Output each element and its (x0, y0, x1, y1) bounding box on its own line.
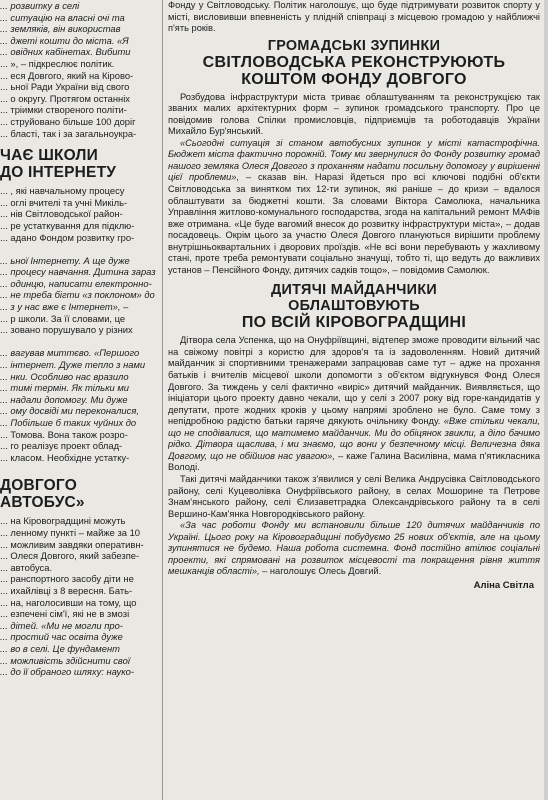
left-mid-line: ... одинцю, написати електронно- (0, 277, 152, 289)
left-bot-line: ... дітей. «Ми не могли про- (0, 619, 123, 631)
left-top-line: ... ситуацію на власні очі та (0, 11, 125, 23)
left-mid-line: ... процесу навчання. Дитина зараз (0, 266, 156, 278)
left-top-line: ... тріимки створеного політи- (0, 104, 127, 116)
author-signature: Аліна Світла (473, 579, 534, 591)
left-mid-line: ... надали допомогу. Ми дуже (0, 393, 128, 405)
left-bot-line: ... ранспортного засобу діти не (0, 573, 134, 585)
left-mid-line (0, 243, 161, 255)
left-bot-line: ... езпечені сім'ї, які не в змозі (0, 608, 130, 620)
left-top-line: ... земляків, він використав (0, 23, 121, 35)
left-heading-bus-line1: ДОВГОГО (0, 477, 77, 495)
left-bot-line: ... до її обраного шляху: науко- (0, 666, 134, 678)
left-top-line: ... розвитку в селі (0, 0, 80, 11)
left-mid-line: ... нки. Особливо нас вразило (0, 370, 129, 382)
article1-paragraph2-rest: – сказав він. Наразі йдеться про всі ключові подібні об'єкти Світловодська за винятком тих 12-ти зупинок, які раніше – до кризи – вдалося облаштувати за бюджетні кошти. За словами Віктора Самолюка, начальника Управління житлово-комунального господарства, згода на капітальний ремонт МАФів вже отримана. «Це буде вагомий внесок до розвитку інфраструктури міста», – додав посадовець. Окрім цього за участю Олеся Довгого плануються вирішити проблему внутрішньоквартальних і дворових проїздів. «Не всі вони перебувають у жахливому стані, проте треба ремонтувати соціально значущі, тобто ті, що ведуть до важливих установ – Пенсійного Фонду, дитячих садків тощо», – повідомив Самолюк. (168, 172, 540, 275)
left-mid-line: ... го реалізує проект облад- (0, 440, 123, 452)
left-top-line: ... ьної Ради України від свого (0, 81, 130, 93)
left-bot-line: ... ленному пункті – майже за 10 (0, 526, 140, 538)
left-mid-line: ... вагував миттєво. «Першого (0, 347, 140, 359)
column-divider (162, 0, 163, 800)
top-continuation (168, 0, 540, 35)
article1-paragraph2 (168, 138, 540, 277)
article2-title-line1: ДИТЯЧІ МАЙДАНЧИКИ (270, 282, 438, 299)
left-text-bottom (0, 515, 161, 677)
left-mid-line (0, 336, 161, 348)
left-bot-line: ... Олеся Довгого, який забезпе- (0, 550, 140, 562)
article2-quote2: «За час роботи Фонду ми встановили більше 120 дитячих майданчиків по Україні. Цього року на Кіровоградщині побудуємо 25 нових об'єктів, але на цьому зупинятися не будемо. Наша робота системна. Фонд постійно втілює соціальні проекти, які спрямовані на розвиток місцевості та покращення рівня життя мешканців області», (168, 520, 540, 577)
left-bot-line: ... на, наголосивши на тому, що (0, 596, 137, 608)
left-mid-line: ... оглі вчителі та учні Микіль- (0, 196, 128, 208)
left-top-line: ... о округу. Протягом останніх (0, 92, 130, 104)
left-mid-line: ... Томова. Вона також розро- (0, 428, 128, 440)
article2-headline (168, 282, 540, 331)
left-bot-line: ... на Кіровоградщині можуть (0, 515, 126, 527)
left-text-middle (0, 185, 161, 463)
left-heading-bus-line2: АВТОБУС» (0, 494, 85, 512)
page-edge (544, 0, 548, 800)
left-mid-line: ... , які навчальному процесу (0, 185, 125, 197)
article2-paragraph3 (168, 520, 540, 578)
article1-headline (168, 38, 540, 88)
article1-title-line1: ГРОМАДСЬКІ ЗУПИНКИ (267, 37, 441, 54)
left-bot-line: ... можливим завдяки оперативн- (0, 538, 144, 550)
left-heading-schools-line1: ЧАЄ ШКОЛИ (0, 147, 98, 165)
left-top-line: ... струйовано більше 100 доріг (0, 115, 136, 127)
left-mid-line: ... зовано порушувало у різних (0, 324, 133, 336)
left-mid-line: ... не треба бігти «з поклоном» до (0, 289, 155, 301)
article2-title-line2: ОБЛАШТОВУЮТЬ (288, 298, 420, 315)
left-column-clipped (0, 0, 161, 800)
left-top-line: ... бласті, так і за загальноукра- (0, 127, 137, 139)
left-mid-line: ... тимі термін. Як тільки ми (0, 382, 129, 394)
left-bot-line: ... простий час освіта дуже (0, 631, 123, 643)
left-heading-schools-line2: ДО ІНТЕРНЕТУ (0, 164, 117, 182)
article1-title-line3: КОШТОМ ФОНДУ ДОВГОГО (241, 70, 467, 88)
article1-quote: «Сьогодні ситуація зі станом автобусних зупинок у місті катастрофічна. Бюджет міста фактично порожній. Тому ми звернулися до Фонду розвитку громад нашого земляка Олеся Довгого з проханням надати посильну допомогу у вирішенні цієї проблеми», (168, 137, 540, 183)
left-top-line: ... », – підкреслює політик. (0, 57, 115, 69)
left-top-line: ... еся Довгого, який на Кірово- (0, 69, 134, 81)
left-mid-line: ... ому досвіді ми переконалися, (0, 405, 139, 417)
article2-quote1: «Вже стільки чекали, що не сподівалися, що матимемо майданчик. Ми до обіцянок звикли, а діло бачимо рідко. Дітвора щаслива, і ми знаємо, що вони у безпечному місці. Величезна дяка Довгому, що не обійшов нас увагою», (168, 416, 540, 461)
left-mid-line: ... класом. Необхідне устатку- (0, 451, 130, 463)
article2-title-line3: ПО ВСІЙ КІРОВОГРАДЩИНІ (241, 314, 467, 332)
left-mid-line: ... р школи. За її словами, це (0, 312, 126, 324)
left-mid-line: ... Побільше б таких чуйних до (0, 417, 137, 428)
article1-title-line2: СВІТЛОВОДСЬКА РЕКОНСТРУЮЮТЬ (202, 53, 506, 71)
article2-paragraph1 (168, 335, 540, 474)
left-top-line: ... джеті кошти до міста. «Я (0, 34, 129, 46)
main-column (168, 0, 540, 800)
article1-paragraph1: Розбудова інфраструктури міста триває облаштуванням та реконструкцією так званих малих архітектурних форм – зупинок громадського транспорту. Про це повідомив голова Спілки промисловців, підприємців та роботодавців України Михайло Бур'янський. (168, 91, 540, 137)
article2-paragraph3-rest: – наголошує Олесь Довгий. (259, 566, 382, 577)
left-mid-line: ... нів Світловодської район- (0, 208, 123, 220)
left-mid-line: ... ре устаткування для підклю- (0, 219, 135, 231)
left-text-top (0, 0, 161, 139)
top-paragraph: Фонду у Світловодську. Політик наголошує, що буде підтримувати розвиток спорту у місті, висловивши впевненість у плідній співпраці з місцевою громадою у найближчі п'ять років. (168, 0, 540, 34)
left-top-line: ... овідних кабінетах. Вибити (0, 46, 131, 58)
left-bot-line: ... можливість здійснити свої (0, 654, 130, 666)
left-bot-line: ... во в селі. Це фундамент (0, 642, 120, 654)
article2-paragraph1-a: Дітвора села Успенка, що на Онуфріївщині, відтепер зможе проводити вільний час на свіжому повітрі з користю для здоров'я та із задоволенням. Новий дитячий майданчик зі спортивними тренажерами запрацював саме тут – адже на прохання батьків і вчителів місцевої школи допомогти з об'єктом відгукнувся Фонд Олеся Довгого. За тиждень у селі фактично «виріс» дитячий майданчик. Виявляється, що ініціатори цього проекту давно чекали, що у селі з 2007 року від горе-кандидатів у депутати, проте жодних кроків у цьому напрямі зроблено не було. Саме тому з непідробною радістю батьки гаряче дякують очільнику Фонду. (168, 335, 540, 427)
left-bot-line: ... автобуса. (0, 561, 53, 573)
left-mid-line: ... адано Фондом розвитку гро- (0, 231, 135, 243)
left-mid-line: ... інтернет. Дуже тепло з нами (0, 359, 146, 371)
article2-paragraph1-c: – каже Галина Василівна, мама п'ятикласника Володі. (168, 450, 540, 473)
left-mid-line: ... ьної Інтернету. А ще дуже (0, 254, 130, 266)
left-bot-line: ... ихайлівці з 8 вересня. Бать- (0, 584, 133, 596)
left-mid-line: ... з у нас вже є Інтернет», – (0, 301, 129, 313)
article2-paragraph2: Такі дитячі майданчики також з'явилися у селі Велика Андрусівка Світловодського району, селі Куцеволівка Онуфріївського району, в селах Мошорине та Петрове Знам'янського району, селі Єлизаветградка Олександрівського району та в селі Вершино-Кам'янка Новгородківського району. (168, 473, 540, 519)
